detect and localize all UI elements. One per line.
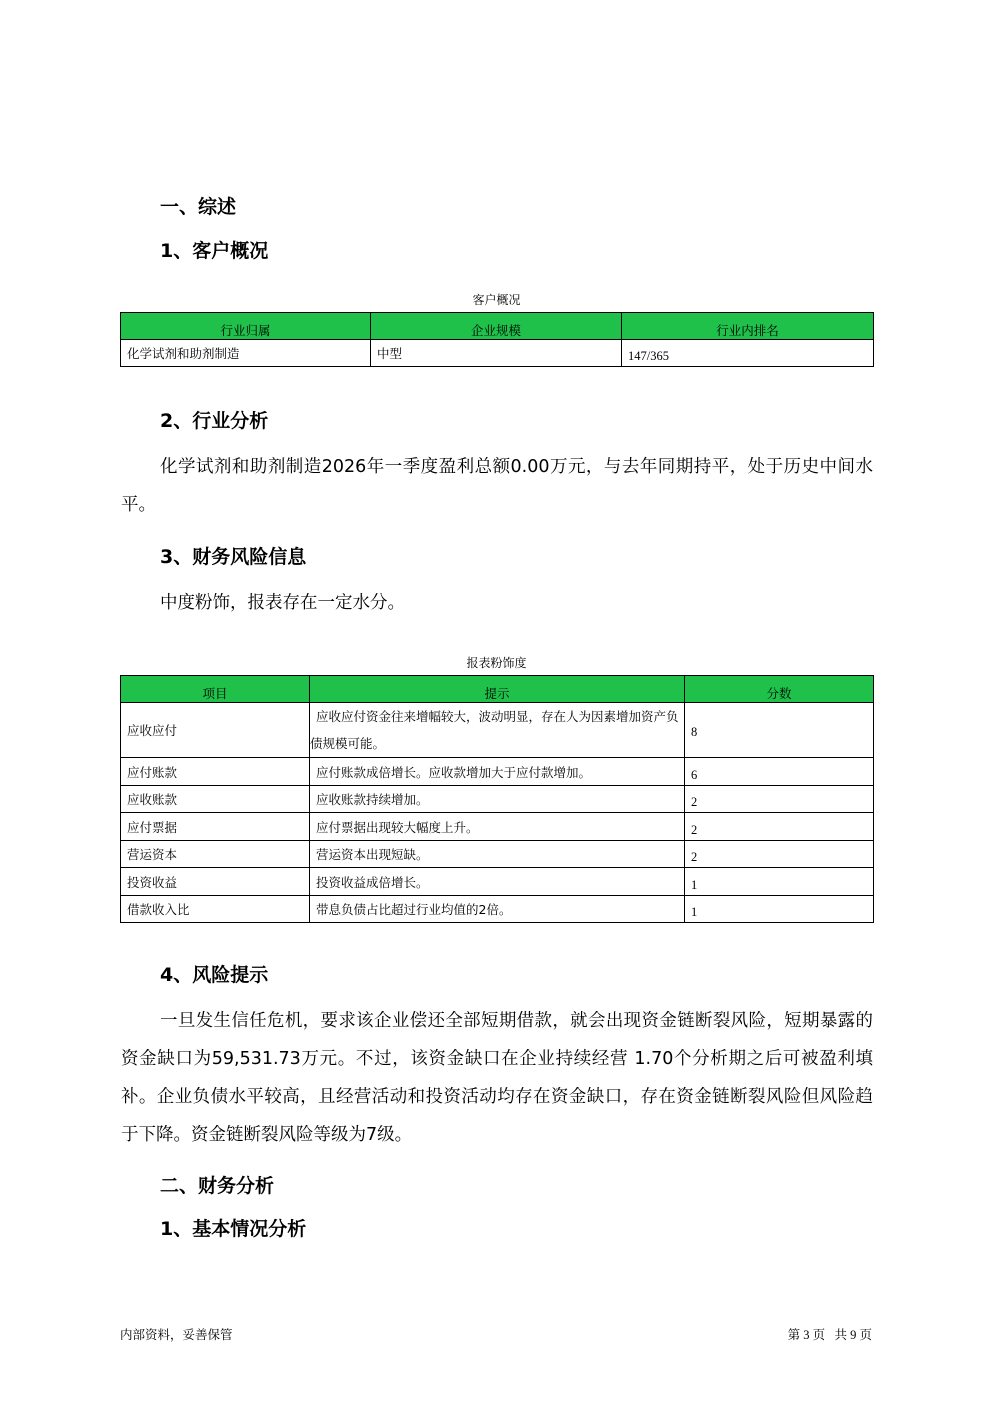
cell-hint: 投资收益成倍增长。 <box>310 868 685 896</box>
risk-alert-paragraph: 一旦发生信任危机，要求该企业偿还全部短期借款，就会出现资金链断裂风险，短期暴露的资金缺口为59,531.73万元。不过，该资金缺口在企业持续经营 1.70个分析期之后可被盈利填补。企业负债水平较高，且经营活动和投资活动均存在资金缺口，存在资金链断裂风险但风险趋于下降。资金链断裂风险等级为7级。 <box>121 1011 873 1145</box>
cell-item: 投资收益 <box>121 868 310 896</box>
cell-hint: 带息负债占比超过行业均值的2倍。 <box>310 896 685 923</box>
customer-table <box>120 312 874 367</box>
section-title-customer: 1、客户概况 <box>160 240 269 262</box>
section-title-basic: 1、基本情况分析 <box>160 1218 307 1240</box>
cell-score: 6 <box>685 758 874 786</box>
section-title-overview: 一、综述 <box>160 196 237 218</box>
header-item: 项目 <box>121 676 310 703</box>
customer-table-caption: 客户概况 <box>472 293 521 307</box>
whitewash-table <box>120 675 874 923</box>
table-row <box>121 813 874 841</box>
whitewash-table-caption: 报表粉饰度 <box>466 656 527 670</box>
table-row <box>121 868 874 896</box>
cell-score: 2 <box>685 786 874 813</box>
cell-item: 应收账款 <box>121 786 310 813</box>
table-row <box>121 841 874 868</box>
cell-item: 借款收入比 <box>121 896 310 923</box>
table-row <box>121 758 874 786</box>
industry-paragraph: 化学试剂和助剂制造2026年一季度盈利总额0.00万元，与去年同期持平，处于历史中间水平。 <box>121 457 873 515</box>
cell-hint: 营运资本出现短缺。 <box>310 841 685 868</box>
table-row <box>121 896 874 923</box>
customer-table-header <box>121 313 874 340</box>
header-hint: 提示 <box>310 676 685 703</box>
cell-item: 应付账款 <box>121 758 310 786</box>
cell-hint: 应收应付资金往来增幅较大，波动明显，存在人为因素增加资产负债规模可能。 <box>310 703 685 758</box>
header-industry: 行业归属 <box>121 313 371 340</box>
section-title-finance: 二、财务分析 <box>160 1175 275 1197</box>
cell-scale: 中型 <box>371 340 622 367</box>
cell-score: 2 <box>685 813 874 841</box>
section-title-risk-alert: 4、风险提示 <box>160 964 269 986</box>
section-title-industry: 2、行业分析 <box>160 410 269 432</box>
cell-score: 2 <box>685 841 874 868</box>
header-score: 分数 <box>685 676 874 703</box>
table-row <box>121 786 874 813</box>
cell-score: 1 <box>685 868 874 896</box>
whitewash-table-header <box>121 676 874 703</box>
section-title-risk-info: 3、财务风险信息 <box>160 546 307 568</box>
table-row <box>121 340 874 367</box>
cell-score: 8 <box>685 703 874 758</box>
cell-score: 1 <box>685 896 874 923</box>
header-rank: 行业内排名 <box>622 313 874 340</box>
table-row <box>121 703 874 758</box>
risk-info-paragraph: 中度粉饰，报表存在一定水分。 <box>160 593 405 613</box>
cell-hint: 应付票据出现较大幅度上升。 <box>310 813 685 841</box>
cell-hint: 应收账款持续增加。 <box>310 786 685 813</box>
cell-rank: 147/365 <box>622 340 874 367</box>
footer-page-number: 第 3 页 共 9 页 <box>787 1328 872 1342</box>
header-scale: 企业规模 <box>371 313 622 340</box>
cell-item: 应付票据 <box>121 813 310 841</box>
cell-hint: 应付账款成倍增长。应收款增加大于应付款增加。 <box>310 758 685 786</box>
cell-item: 应收应付 <box>121 703 310 758</box>
footer-confidential: 内部资料，妥善保管 <box>120 1327 233 1342</box>
cell-industry: 化学试剂和助剂制造 <box>121 340 371 367</box>
cell-item: 营运资本 <box>121 841 310 868</box>
